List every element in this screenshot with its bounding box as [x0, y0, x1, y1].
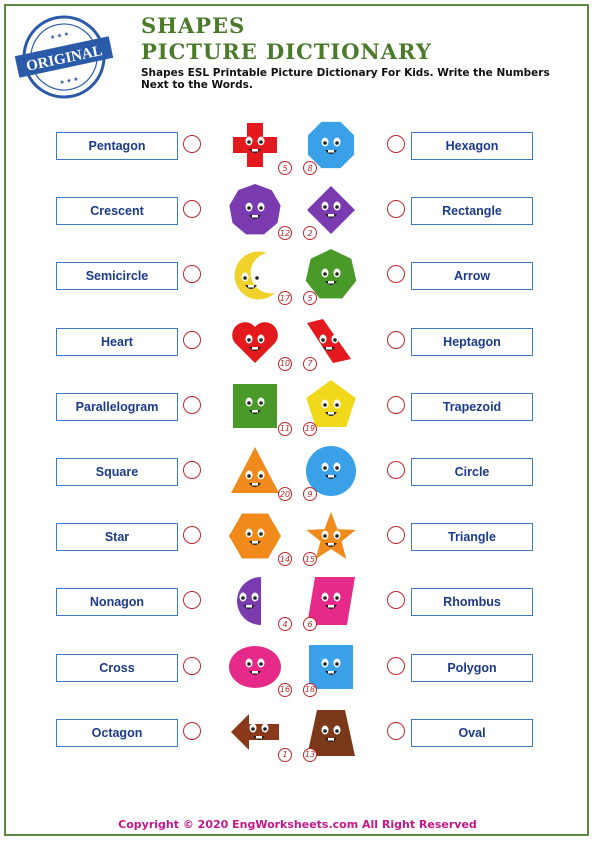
dictionary-row [0, 325, 595, 383]
shape-picture-nonagon [227, 182, 283, 238]
word-box-right: Heptagon [411, 328, 533, 356]
picture-number: 13 [303, 748, 317, 762]
answer-circle-right[interactable] [387, 657, 405, 675]
answer-circle-right[interactable] [387, 591, 405, 609]
shape-picture-hexagon [227, 508, 283, 564]
word-box-left: Parallelogram [56, 393, 178, 421]
word-box-left: Semicircle [56, 262, 178, 290]
answer-circle-right[interactable] [387, 331, 405, 349]
picture-number: 9 [303, 487, 317, 501]
shape-picture-oval [227, 639, 283, 695]
dictionary-row [0, 259, 595, 317]
word-box-right: Hexagon [411, 132, 533, 160]
picture-number: 7 [303, 357, 317, 371]
word-box-right: Arrow [411, 262, 533, 290]
picture-number: 16 [278, 683, 292, 697]
shape-picture-semicircle [227, 573, 283, 629]
word-box-right: Circle [411, 458, 533, 486]
answer-circle-left[interactable] [183, 461, 201, 479]
shape-picture-cross [227, 117, 283, 173]
answer-circle-left[interactable] [183, 331, 201, 349]
answer-circle-left[interactable] [183, 135, 201, 153]
shape-picture-heart [227, 313, 283, 369]
answer-circle-left[interactable] [183, 526, 201, 544]
picture-number: 1 [278, 748, 292, 762]
word-box-right: Trapezoid [411, 393, 533, 421]
picture-number: 5 [303, 291, 317, 305]
answer-circle-left[interactable] [183, 591, 201, 609]
answer-circle-right[interactable] [387, 396, 405, 414]
answer-circle-left[interactable] [183, 722, 201, 740]
picture-number: 18 [303, 683, 317, 697]
picture-number: 11 [278, 422, 292, 436]
picture-number: 17 [278, 291, 292, 305]
picture-number: 12 [278, 226, 292, 240]
word-box-left: Heart [56, 328, 178, 356]
dictionary-row [0, 651, 595, 709]
dictionary-row [0, 129, 595, 187]
original-stamp-logo [12, 12, 116, 102]
picture-number: 10 [278, 357, 292, 371]
answer-circle-left[interactable] [183, 200, 201, 218]
svg-text:★ ★ ★: ★ ★ ★ [59, 76, 80, 87]
page-title: SHAPES [141, 13, 246, 38]
word-box-left: Cross [56, 654, 178, 682]
answer-circle-left[interactable] [183, 396, 201, 414]
copyright-footer: Copyright © 2020 EngWorksheets.com All Right Reserved [118, 818, 477, 831]
picture-number: 8 [303, 161, 317, 175]
dictionary-row [0, 390, 595, 448]
picture-number: 20 [278, 487, 292, 501]
answer-circle-right[interactable] [387, 135, 405, 153]
word-box-right: Rectangle [411, 197, 533, 225]
picture-number: 4 [278, 617, 292, 631]
word-box-right: Oval [411, 719, 533, 747]
shape-picture-triangle [227, 443, 283, 499]
svg-text:★ ★ ★: ★ ★ ★ [49, 31, 70, 42]
word-box-right: Triangle [411, 523, 533, 551]
dictionary-row [0, 716, 595, 774]
picture-number: 19 [303, 422, 317, 436]
answer-circle-left[interactable] [183, 265, 201, 283]
dictionary-row [0, 520, 595, 578]
shape-picture-crescent [227, 247, 283, 303]
dictionary-row [0, 455, 595, 513]
answer-circle-right[interactable] [387, 265, 405, 283]
word-box-right: Rhombus [411, 588, 533, 616]
shape-picture-arrow [227, 704, 283, 760]
word-box-left: Square [56, 458, 178, 486]
picture-number: 2 [303, 226, 317, 240]
shape-picture-square [227, 378, 283, 434]
answer-circle-left[interactable] [183, 657, 201, 675]
word-box-left: Pentagon [56, 132, 178, 160]
svg-text:ORIGINAL: ORIGINAL [24, 43, 104, 75]
word-box-left: Nonagon [56, 588, 178, 616]
word-box-left: Octagon [56, 719, 178, 747]
dictionary-row [0, 585, 595, 643]
picture-number: 5 [278, 161, 292, 175]
answer-circle-right[interactable] [387, 722, 405, 740]
picture-number: 6 [303, 617, 317, 631]
page-title-line2: PICTURE DICTIONARY [141, 39, 432, 64]
instructions: Shapes ESL Printable Picture Dictionary For Kids. Write the Numbers Next to the Words. [141, 67, 550, 91]
word-box-left: Crescent [56, 197, 178, 225]
answer-circle-right[interactable] [387, 526, 405, 544]
picture-number: 15 [303, 552, 317, 566]
word-box-left: Star [56, 523, 178, 551]
answer-circle-right[interactable] [387, 461, 405, 479]
picture-number: 14 [278, 552, 292, 566]
word-box-right: Polygon [411, 654, 533, 682]
answer-circle-right[interactable] [387, 200, 405, 218]
dictionary-row [0, 194, 595, 252]
